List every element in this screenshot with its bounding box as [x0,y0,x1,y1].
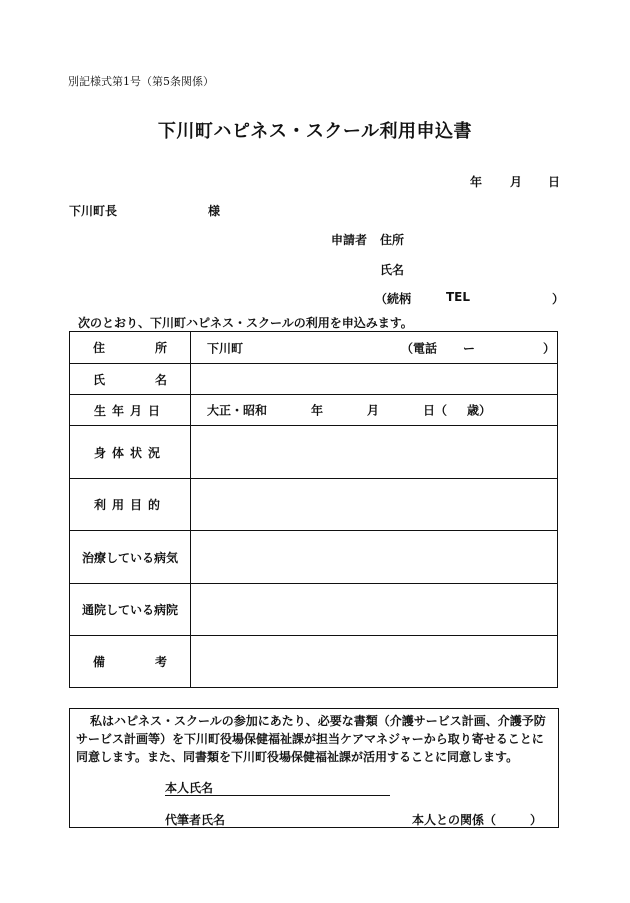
name-label-a: 氏 [93,372,106,387]
name-field[interactable] [191,364,557,394]
self-name-line[interactable] [165,795,390,796]
applicant-name-label: 氏名 [380,263,405,277]
remarks-field[interactable] [191,636,557,687]
proxy-name-line[interactable] [165,827,395,828]
address-label-a: 住 [93,341,106,355]
illness-field[interactable] [191,531,557,583]
illness-label: 治療している病気 [70,531,191,583]
consent-box [69,708,559,828]
applicant-relation-label: （続柄 [375,292,412,306]
name-label [70,364,191,394]
row-remarks [70,636,557,687]
physical-condition-field[interactable] [191,426,557,478]
row-birthdate [70,395,557,426]
form-number: 別記様式第1号（第5条関係） [68,75,214,88]
birth-age-label: 歳） [467,403,492,418]
name-label-b: 名 [154,372,167,387]
row-address [70,332,557,364]
address-prefix: 下川町 [207,341,244,355]
application-table [69,331,558,688]
remarks-label [70,636,191,687]
hospital-field[interactable] [191,584,557,635]
relation-label: 本人との関係（ [412,813,497,827]
remarks-label-a: 備 [93,655,106,669]
row-name [70,364,557,395]
applicant-label: 申請者 [331,233,368,247]
row-purpose [70,479,557,531]
purpose-field[interactable] [191,479,557,530]
page-title: 下川町ハピネス・スクール利用申込書 [157,121,473,142]
row-physical-condition [70,426,557,479]
physical-condition-label: 身体状況 [70,426,191,478]
applicant-address-label: 住所 [380,233,405,247]
purpose-label: 利用目的 [70,479,191,530]
address-label-b: 所 [154,341,167,355]
birth-day-label: 日（ [423,403,448,418]
row-hospital [70,584,557,636]
addressee-honorific: 様 [208,204,221,218]
address-field[interactable] [191,332,557,363]
birthdate-field[interactable] [191,395,557,425]
address-phone-close: ） [543,341,556,355]
birth-month-label: 月 [367,403,380,418]
proxy-name-label: 代筆者氏名 [165,813,226,827]
remarks-label-b: 考 [154,655,167,669]
row-illness [70,531,557,584]
self-name-label: 本人氏名 [165,781,214,795]
date-month-label: 月 [510,175,523,189]
address-phone-dash: ー [463,341,476,355]
applicant-tel-label: TEL [446,290,471,304]
addressee-name: 下川町長 [69,204,118,218]
date-year-label: 年 [470,175,483,189]
date-day-label: 日 [548,175,561,189]
address-phone-label: （電話 [401,341,438,355]
address-label [70,332,191,363]
birthdate-label: 生年月日 [70,395,191,425]
consent-text: 私はハピネス・スクールの参加にあたり、必要な書類（介護サービス計画、介護予防サービス計画等）を下川町役場保健福祉課が担当ケアマネジャーから取り寄せることに同意します。また、同書類を下川町役場保健福祉課が活用することに同意します。 [76,714,546,764]
hospital-label: 通院している病院 [70,584,191,635]
applicant-close-paren: ） [552,292,565,306]
intro-text: 次のとおり、下川町ハピネス・スクールの利用を申込みます。 [78,316,413,330]
birth-era: 大正・昭和 [207,403,268,418]
birth-year-label: 年 [311,403,324,418]
relation-close: ） [530,813,543,827]
